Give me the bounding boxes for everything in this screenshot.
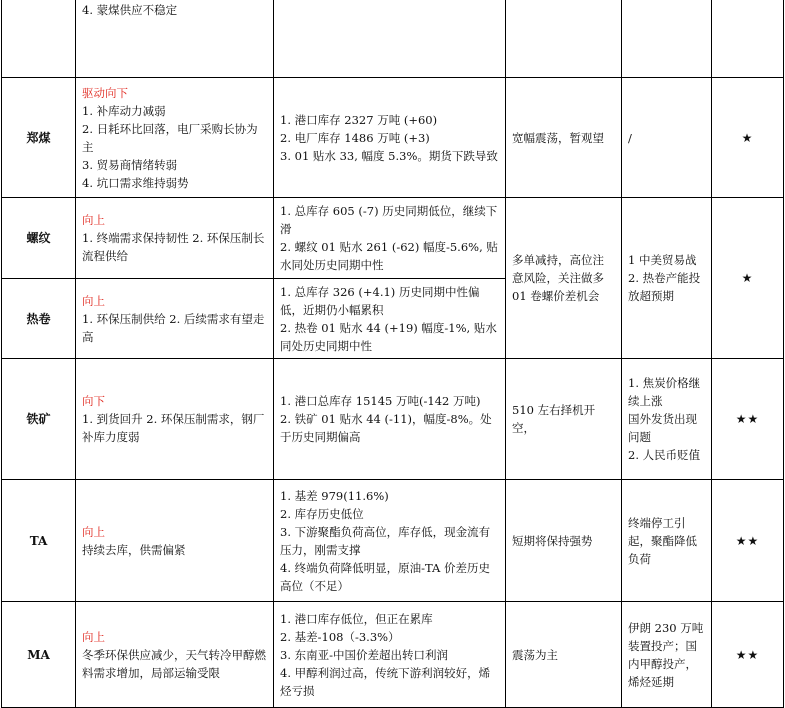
strategy-cell: 短期将保持强势 — [506, 480, 622, 602]
commodity-analysis-table — [1, 0, 784, 708]
strategy-cell: 510 左右择机开空， — [506, 359, 622, 480]
risk-cell: 1. 焦炭价格继续上涨 国外发货出现问题 2. 人民币贬值 — [622, 359, 712, 480]
driver-cell: 向上 持续去库，供需偏紧 — [76, 480, 274, 602]
direction-label: 向上 — [82, 629, 105, 644]
driver-cell: 向下 1. 到货回升 2. 环保压制需求，钢厂补库力度弱 — [76, 359, 274, 480]
rating-stars: ★★ — [712, 359, 784, 480]
commodity-name: MA — [2, 602, 76, 708]
table-row — [2, 480, 784, 602]
data-cell: 1. 港口库存低位，但正在累库 2. 基差-108（-3.3%） 3. 东南亚-中国价差超出转口利润 4. 甲醇利润过高，传统下游利润较好，烯烃亏损 — [274, 602, 506, 708]
commodity-name: 铁矿 — [2, 359, 76, 480]
rating-stars: ★ — [712, 198, 784, 359]
strategy-cell: 宽幅震荡，暂观望 — [506, 78, 622, 198]
table-row — [2, 78, 784, 198]
direction-label: 向上 — [82, 293, 105, 308]
risk-cell: 1 中美贸易战 2. 热卷产能投放超预期 — [622, 198, 712, 359]
risk-cell: 终端停工引起，聚酯降低负荷 — [622, 480, 712, 602]
driver-cell: 向上 1. 环保压制供给 2. 后续需求有望走高 — [76, 279, 274, 359]
data-cell: 1. 港口库存 2327 万吨 (+60) 2. 电厂库存 1486 万吨 (+3) 3. 01 贴水 33, 幅度 5.3%。期货下跌导致 — [274, 78, 506, 198]
risk-cell: / — [622, 78, 712, 198]
name-cell — [2, 0, 76, 78]
strategy-cell: 震荡为主 — [506, 602, 622, 708]
driver-cell: 向上 1. 终端需求保持韧性 2. 环保压制长流程供给 — [76, 198, 274, 279]
driver-cell: 4. 蒙煤供应不稳定 — [76, 0, 274, 78]
driver-cell: 向上 冬季环保供应减少，天气转冷甲醇燃料需求增加，局部运输受限 — [76, 602, 274, 708]
driver-cell: 驱动向下 1. 补库动力减弱 2. 日耗环比回落，电厂采购长协为主 3. 贸易商情绪转弱 4. 坑口需求维持弱势 — [76, 78, 274, 198]
commodity-name: TA — [2, 480, 76, 602]
data-cell: 1. 总库存 326 (+4.1) 历史同期中性偏低，近期仍小幅累积 2. 热卷 01 贴水 44 (+19) 幅度-1%, 贴水同处历史同期中性 — [274, 279, 506, 359]
direction-label: 向上 — [82, 213, 105, 227]
data-cell: 1. 基差 979(11.6%) 2. 库存历史低位 3. 下游聚酯负荷高位，库存低，现金流有压力，刚需支撑 4. 终端负荷降低明显，原油-TA 价差历史高位（不足） — [274, 480, 506, 602]
commodity-name: 郑煤 — [2, 78, 76, 198]
direction-label: 向下 — [82, 394, 105, 408]
rating-stars: ★ — [712, 78, 784, 198]
commodity-name: 热卷 — [2, 279, 76, 359]
strategy-cell: 多单减持，高位注意风险，关注做多 01 卷螺价差机会 — [506, 198, 622, 359]
data-cell: 1. 港口总库存 15145 万吨(-142 万吨) 2. 铁矿 01 贴水 44 (-11)，幅度-8%。处于历史同期偏高 — [274, 359, 506, 480]
table-row — [2, 359, 784, 480]
table-row — [2, 198, 784, 279]
data-cell: 1. 总库存 605 (-7) 历史同期低位，继续下滑 2. 螺纹 01 贴水 261 (-62) 幅度-5.6%, 贴水同处历史同期中性 — [274, 198, 506, 279]
commodity-name: 螺纹 — [2, 198, 76, 279]
rating-stars: ★★ — [712, 480, 784, 602]
risk-cell: 伊朗 230 万吨装置投产；国内甲醇投产，烯烃延期 — [622, 602, 712, 708]
direction-label: 驱动向下 — [82, 85, 128, 100]
table-row — [2, 0, 784, 78]
table-row — [2, 602, 784, 708]
direction-label: 向上 — [82, 524, 105, 539]
rating-stars: ★★ — [712, 602, 784, 708]
